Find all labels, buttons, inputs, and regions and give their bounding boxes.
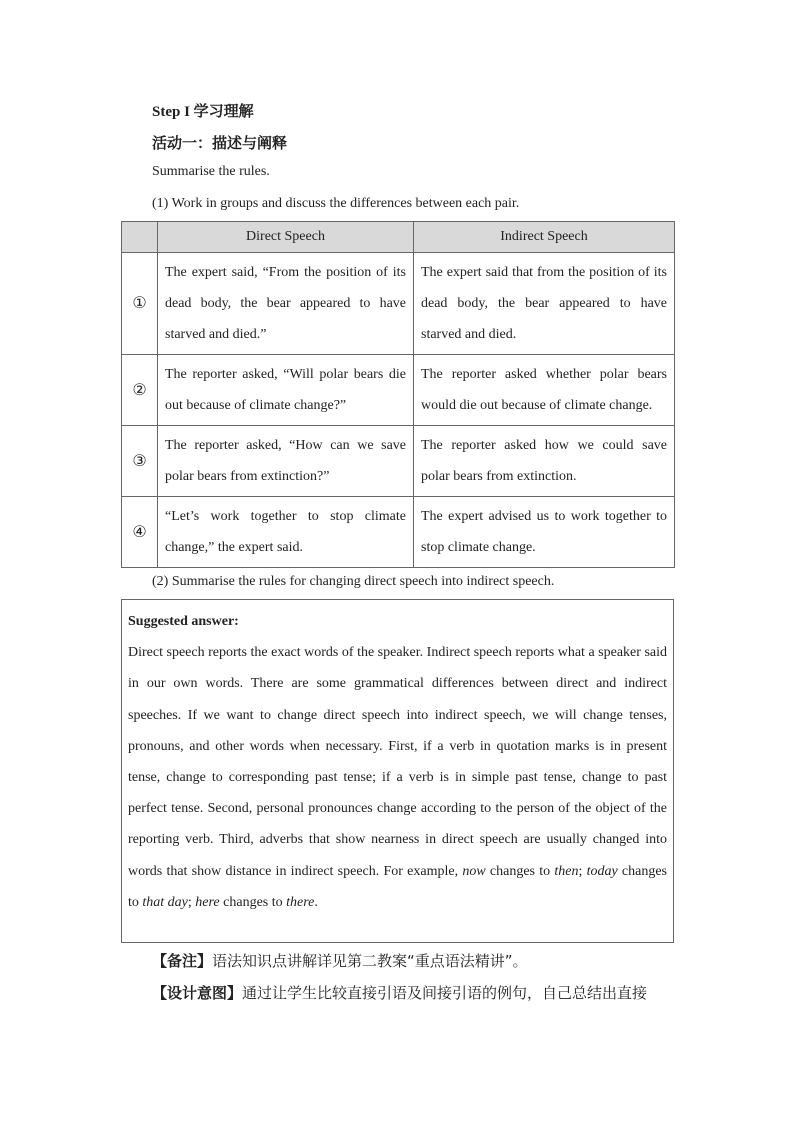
step-heading: Step I 学习理解 xyxy=(152,104,254,120)
table-row xyxy=(122,253,675,355)
table-row xyxy=(122,355,675,426)
answer-text: Direct speech reports the exact words of the speaker. Indirect speech reports what a speaker said in our own words. There are some grammatical differences between direct and indirect speeches. If we want to change direct speech into indirect speech, we will change tenses, pronouns, and other words when necessary. First, if a verb in quotation marks is in present tense, change to corresponding past tense; if a verb is in simple past tense, change to past perfect tense. Second, personal pronounces change according to the person of the object of the reporting verb. Third, adverbs that show nearness in direct speech are usually changed into words that show distance in indirect speech. For example, xyxy=(128,645,667,879)
row-number: ② xyxy=(122,355,158,426)
suggested-answer-title: Suggested answer: xyxy=(128,614,239,629)
table-header-row xyxy=(122,222,675,253)
example-word: today xyxy=(586,863,618,879)
direct-speech-cell: The reporter asked, “How can we save polar bears from extinction?” xyxy=(158,426,414,497)
direct-speech-cell: The expert said, “From the position of its dead body, the bear appeared to have starved and died.” xyxy=(158,253,414,355)
direct-speech-cell: The reporter asked, “Will polar bears die out because of climate change?” xyxy=(158,355,414,426)
suggested-answer-box xyxy=(121,599,674,943)
design-intent-label: 【设计意图】 xyxy=(152,984,243,1002)
summarise-instruction: Summarise the rules. xyxy=(152,164,270,179)
design-intent-text: 通过让学生比较直接引语及间接引语的例句，自己总结出直接 xyxy=(242,984,648,1002)
direct-speech-cell: “Let’s work together to stop climate change,” the expert said. xyxy=(158,497,414,568)
example-connector: changes to xyxy=(128,863,668,910)
indirect-speech-cell: The expert said that from the position of its dead body, the bear appeared to have starved and died. xyxy=(414,253,675,355)
row-number: ① xyxy=(122,253,158,355)
example-word: that day xyxy=(142,894,188,910)
indirect-speech-cell: The expert advised us to work together to stop climate change. xyxy=(414,497,675,568)
suggested-answer-body: Direct speech reports the exact words of the speaker. Indirect speech reports what a speaker said in our own words. There are some grammatical differences between direct and indirect speeches. If we want to change direct speech into indirect speech, we will change tenses, pronouns, and other words when necessary. First, if a verb in quotation marks is in present tense, change to corresponding past tense; if a verb is in simple past tense, change to past perfect tense. Second, personal pronounces change according to the person of the object of the reporting verb. Third, adverbs that show nearness in direct speech are usually changed into words that show distance in indirect speech. For example, now changes to then; today changes to that day; here changes to there. xyxy=(128,645,668,910)
remark-note xyxy=(152,950,528,971)
example-connector: changes to xyxy=(485,863,555,879)
design-intent-note xyxy=(152,982,647,1003)
indirect-speech-cell: The reporter asked how we could save polar bears from extinction. xyxy=(414,426,675,497)
activity-heading: 活动一：描述与阐释 xyxy=(152,134,288,152)
remark-text: 语法知识点讲解详见第二教案“重点语法精讲”。 xyxy=(212,952,528,970)
row-number: ④ xyxy=(122,497,158,568)
example-word: then xyxy=(554,863,579,879)
example-word: there xyxy=(286,894,315,910)
indirect-speech-cell: The reporter asked whether polar bears would die out because of climate change. xyxy=(414,355,675,426)
table-row xyxy=(122,426,675,497)
row-number: ③ xyxy=(122,426,158,497)
task-2-instruction: (2) Summarise the rules for changing direct speech into indirect speech. xyxy=(152,574,555,589)
header-number xyxy=(122,222,158,253)
task-1-instruction: (1) Work in groups and discuss the differences between each pair. xyxy=(152,196,520,211)
example-connector: changes to xyxy=(219,894,287,910)
table-row xyxy=(122,497,675,568)
example-word: here xyxy=(195,894,220,910)
header-indirect-speech: Indirect Speech xyxy=(414,222,675,253)
header-direct-speech: Direct Speech xyxy=(158,222,414,253)
remark-label: 【备注】 xyxy=(152,952,213,970)
speech-comparison-table xyxy=(121,221,675,568)
example-word: now xyxy=(462,863,486,879)
